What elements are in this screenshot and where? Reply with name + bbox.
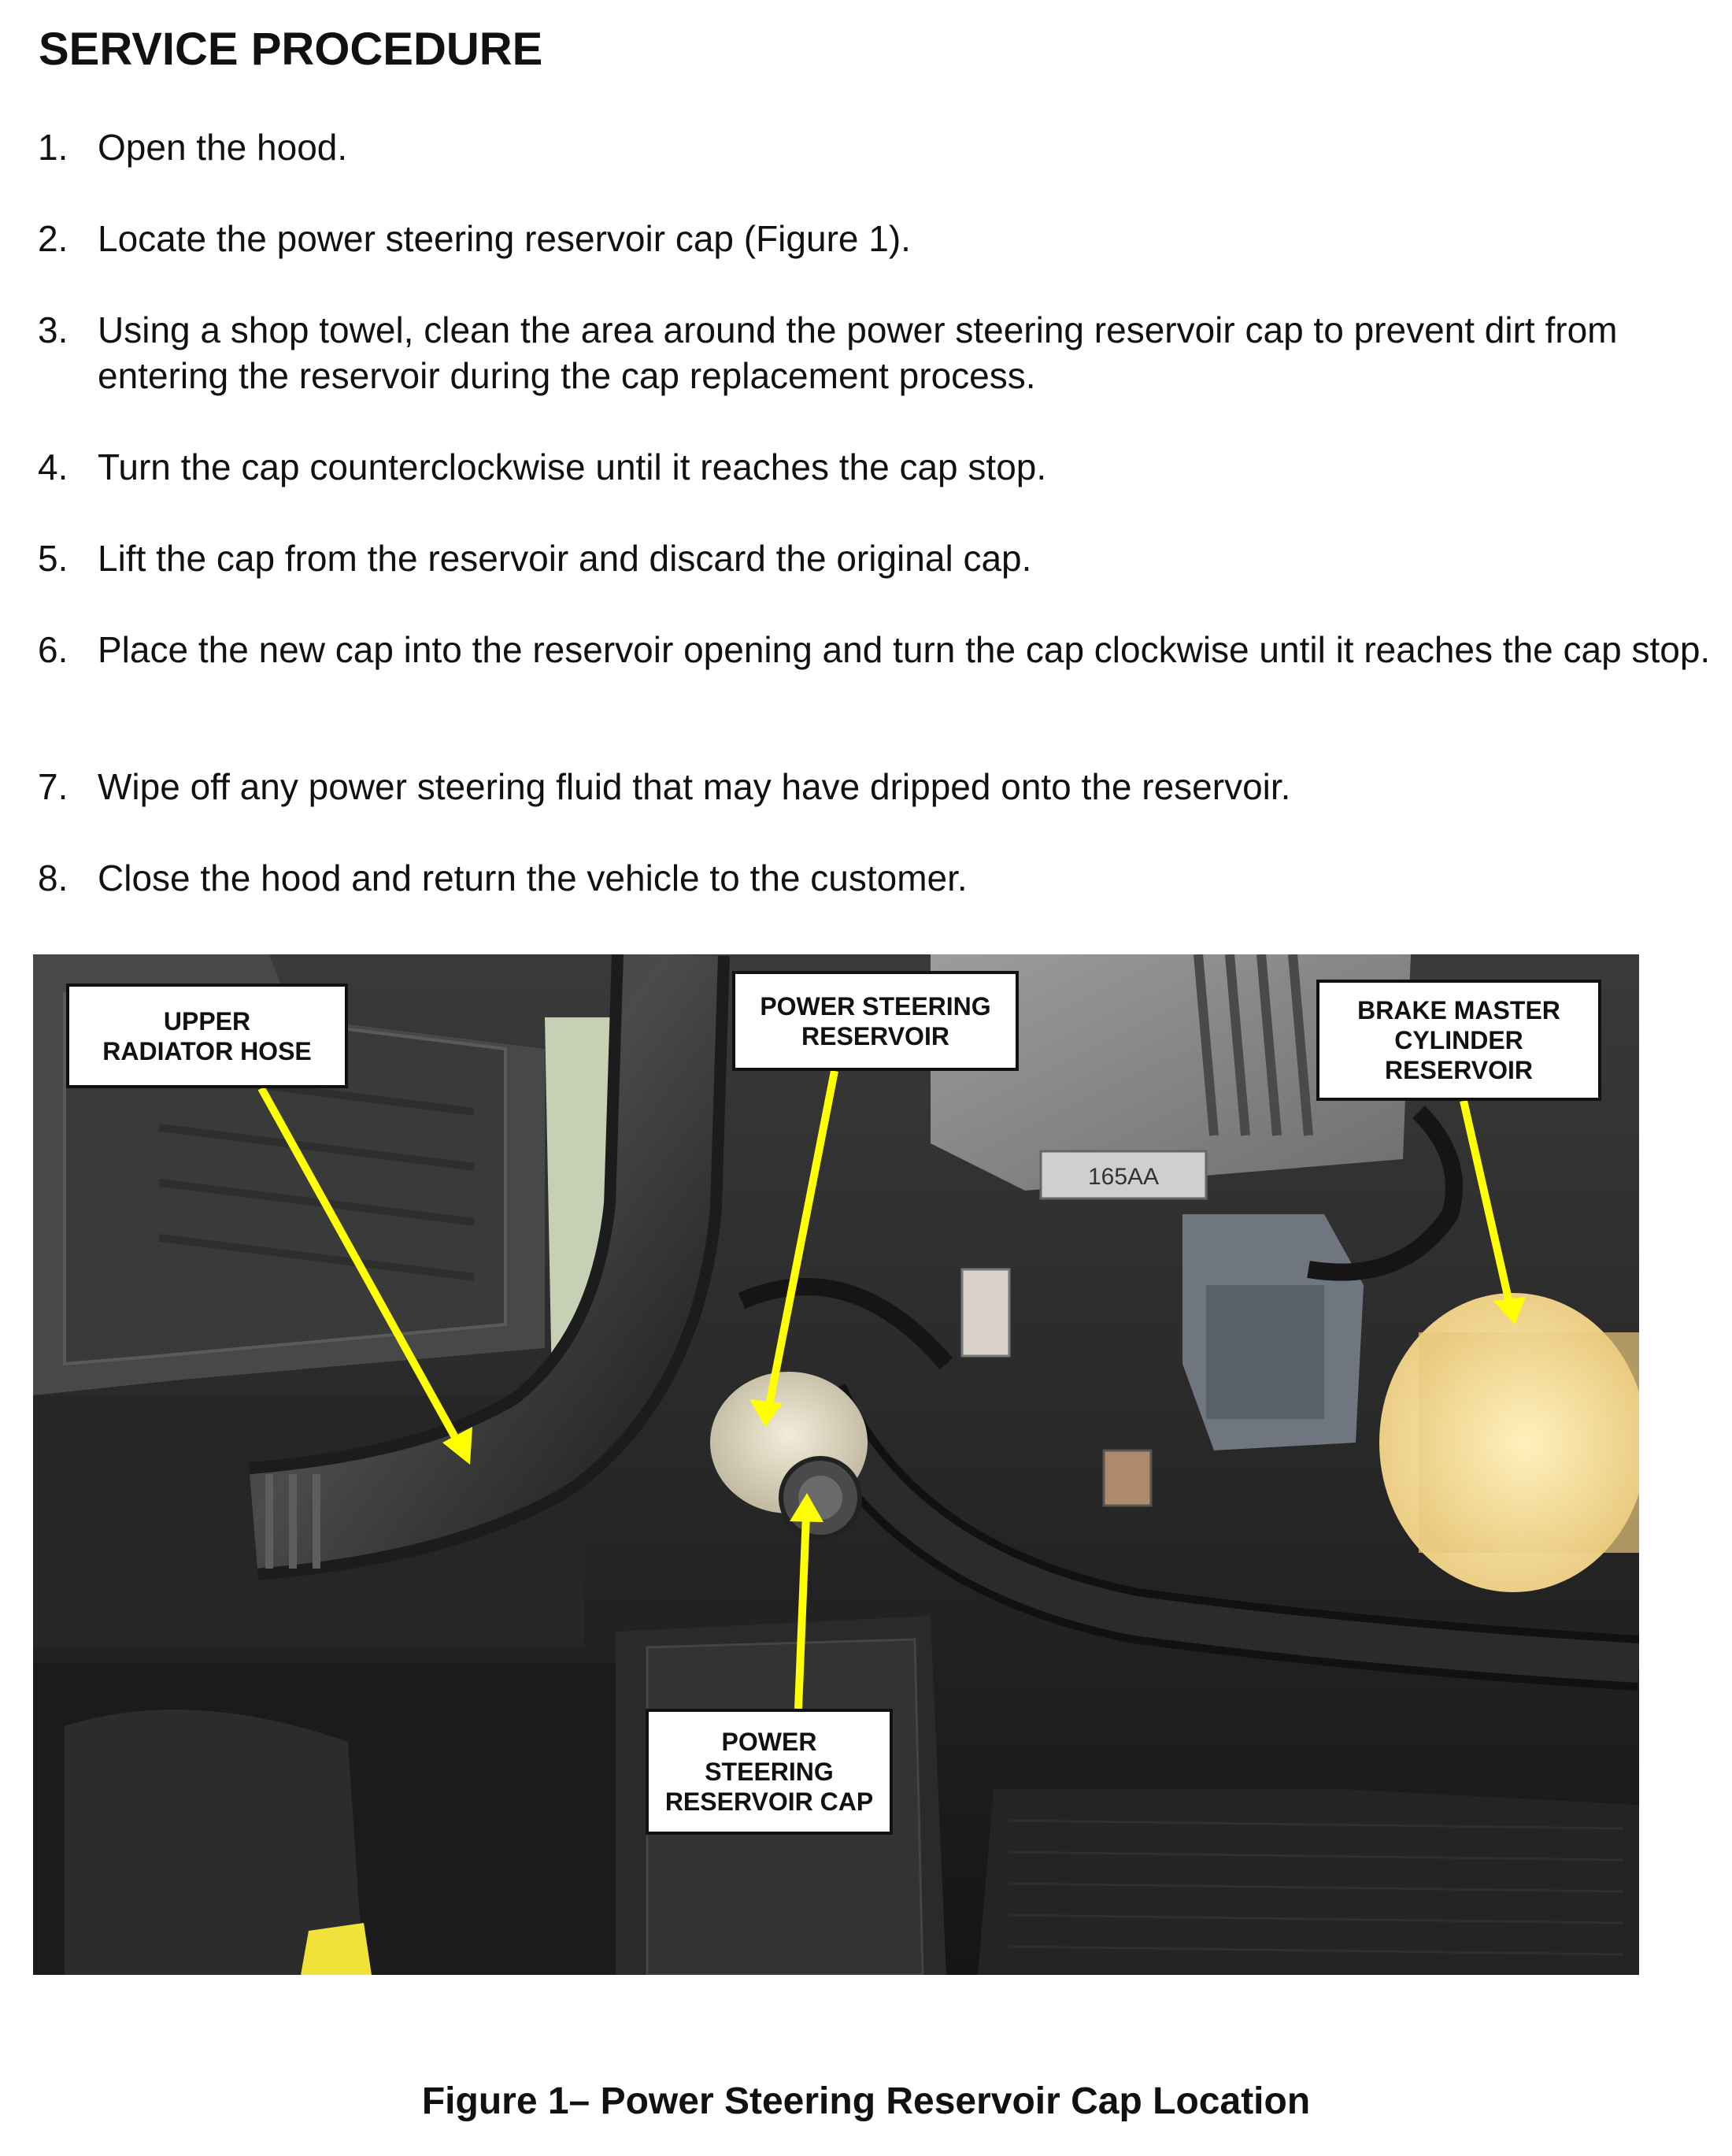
callout-power-steering-reservoir: POWER STEERING RESERVOIR [732, 971, 1019, 1071]
step-text: Open the hood. [98, 127, 348, 168]
engine-bay-photo [33, 954, 1639, 1975]
step-number: 2. [38, 218, 68, 259]
dipstick-handle [301, 1923, 372, 1975]
step-text: Using a shop towel, clean the area around the power steering reservoir cap to prevent dirt from entering the reservoir during the cap replacement process. [98, 309, 1618, 396]
step-number: 3. [38, 309, 68, 350]
step-text: Close the hood and return the vehicle to the customer. [98, 858, 968, 898]
step-number: 6. [38, 629, 68, 670]
callout-power-steering-reservoir-cap: POWER STEERING RESERVOIR CAP [646, 1709, 893, 1835]
step-number: 5. [38, 538, 68, 579]
callout-brake-master-cylinder-reservoir: BRAKE MASTER CYLINDER RESERVOIR [1316, 980, 1601, 1101]
step-text: Turn the cap counterclockwise until it reaches the cap stop. [98, 446, 1047, 487]
step-number: 1. [38, 127, 68, 168]
callout-upper-radiator-hose: UPPER RADIATOR HOSE [66, 984, 348, 1088]
part-tag-text: 165AA [1087, 1164, 1160, 1190]
step-text: Place the new cap into the reservoir opening and turn the cap clockwise until it reaches the cap stop. [98, 629, 1711, 670]
section-heading: SERVICE PROCEDURE [39, 24, 543, 75]
step-text: Locate the power steering reservoir cap (Figure 1). [98, 218, 911, 259]
step-text: Wipe off any power steering fluid that may have dripped onto the reservoir. [98, 766, 1291, 807]
step-number: 7. [38, 766, 68, 807]
step-text: Lift the cap from the reservoir and discard the original cap. [98, 538, 1032, 579]
step-number: 4. [38, 446, 68, 487]
figure-caption: Figure 1– Power Steering Reservoir Cap Location [421, 2080, 1311, 2122]
procedure-steps [0, 0, 1732, 929]
step-number: 8. [38, 858, 68, 898]
